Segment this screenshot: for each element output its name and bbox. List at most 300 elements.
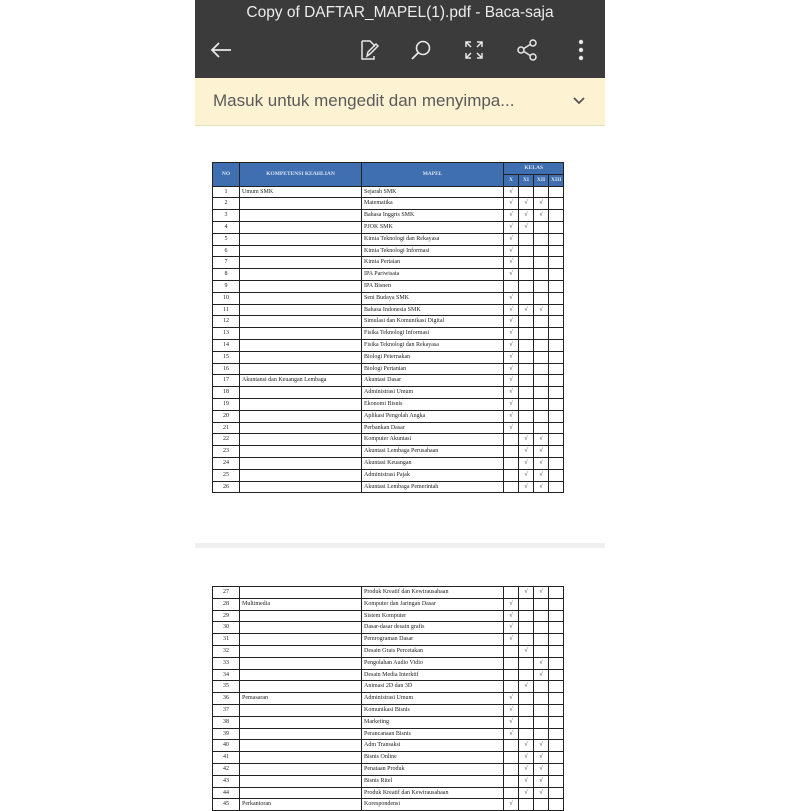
kelas-xii-check: √ bbox=[534, 481, 549, 493]
kelas-x-check: √ bbox=[504, 257, 519, 269]
table-row bbox=[213, 704, 564, 716]
kompetensi-cell bbox=[240, 587, 362, 599]
kelas-xii-check bbox=[534, 410, 549, 422]
kompetensi-cell: Akuntansi dan Keuangan Lembaga bbox=[240, 375, 362, 387]
kelas-xiii-check bbox=[549, 752, 564, 764]
kelas-xii-check bbox=[534, 387, 549, 399]
kelas-xi-check bbox=[519, 704, 534, 716]
kompetensi-cell bbox=[240, 752, 362, 764]
kelas-xiii-check bbox=[549, 351, 564, 363]
kelas-xii-check: √ bbox=[534, 787, 549, 799]
kompetensi-cell bbox=[240, 622, 362, 634]
back-arrow-icon[interactable] bbox=[207, 36, 235, 64]
header-xi: XI bbox=[519, 174, 534, 186]
table-row bbox=[213, 210, 564, 222]
kelas-xi-check bbox=[519, 634, 534, 646]
kelas-x-check: √ bbox=[504, 351, 519, 363]
mapel-cell: Adm Transaksi bbox=[362, 740, 504, 752]
kelas-x-check: √ bbox=[504, 799, 519, 811]
kompetensi-cell: Perkantoran bbox=[240, 799, 362, 811]
mapel-cell: Akuntasi Lembaga Pemerintah bbox=[362, 481, 504, 493]
kelas-x-check: √ bbox=[504, 328, 519, 340]
header-xii: XII bbox=[534, 174, 549, 186]
kelas-xiii-check bbox=[549, 610, 564, 622]
mapel-cell: Bahasa Indonesia SMK bbox=[362, 304, 504, 316]
kompetensi-cell bbox=[240, 728, 362, 740]
mapel-cell: Akuntasi Dasar bbox=[362, 375, 504, 387]
fullscreen-icon[interactable] bbox=[460, 36, 488, 64]
more-vert-icon[interactable] bbox=[567, 36, 595, 64]
mapel-cell: Fisika Teknologi Informasi bbox=[362, 328, 504, 340]
mapel-cell: Animasi 2D dan 3D bbox=[362, 681, 504, 693]
kelas-x-check: √ bbox=[504, 186, 519, 198]
kompetensi-cell: Pemasaran bbox=[240, 693, 362, 705]
kelas-xiii-check bbox=[549, 669, 564, 681]
mapel-cell: Seni Budaya SMK bbox=[362, 292, 504, 304]
table-row bbox=[213, 257, 564, 269]
mapel-cell: Administrasi Umum bbox=[362, 387, 504, 399]
kelas-xii-check bbox=[534, 681, 549, 693]
row-number: 9 bbox=[213, 280, 240, 292]
kelas-xii-check bbox=[534, 363, 549, 375]
kelas-xii-check bbox=[534, 610, 549, 622]
kelas-x-check bbox=[504, 740, 519, 752]
kelas-xii-check bbox=[534, 704, 549, 716]
row-number: 34 bbox=[213, 669, 240, 681]
mapel-cell: Administrasi Pajak bbox=[362, 469, 504, 481]
kelas-xiii-check bbox=[549, 634, 564, 646]
kelas-xiii-check bbox=[549, 728, 564, 740]
mapel-cell: Kimia Teknologi Informasi bbox=[362, 245, 504, 257]
kelas-xiii-check bbox=[549, 775, 564, 787]
row-number: 29 bbox=[213, 610, 240, 622]
kelas-xiii-check bbox=[549, 257, 564, 269]
row-number: 25 bbox=[213, 469, 240, 481]
kelas-xiii-check bbox=[549, 375, 564, 387]
kompetensi-cell bbox=[240, 221, 362, 233]
kelas-xi-check: √ bbox=[519, 587, 534, 599]
kompetensi-cell bbox=[240, 610, 362, 622]
mapel-table-page-2 bbox=[212, 586, 564, 811]
mapel-cell: Matematika bbox=[362, 198, 504, 210]
kelas-xiii-check bbox=[549, 328, 564, 340]
kelas-xii-check bbox=[534, 598, 549, 610]
kelas-xi-check bbox=[519, 398, 534, 410]
row-number: 18 bbox=[213, 387, 240, 399]
kompetensi-cell bbox=[240, 292, 362, 304]
kelas-xi-check bbox=[519, 316, 534, 328]
row-number: 28 bbox=[213, 598, 240, 610]
kelas-xi-check: √ bbox=[519, 752, 534, 764]
kelas-xii-check: √ bbox=[534, 740, 549, 752]
row-number: 30 bbox=[213, 622, 240, 634]
pdf-page-2 bbox=[195, 548, 605, 808]
row-number: 38 bbox=[213, 716, 240, 728]
kelas-xi-check: √ bbox=[519, 434, 534, 446]
kelas-xiii-check bbox=[549, 339, 564, 351]
kelas-x-check: √ bbox=[504, 210, 519, 222]
kelas-xiii-check bbox=[549, 186, 564, 198]
kompetensi-cell bbox=[240, 363, 362, 375]
row-number: 2 bbox=[213, 198, 240, 210]
kelas-xiii-check bbox=[549, 645, 564, 657]
kelas-x-check: √ bbox=[504, 375, 519, 387]
mapel-cell: PJOK SMK bbox=[362, 221, 504, 233]
kompetensi-cell bbox=[240, 269, 362, 281]
table-row bbox=[213, 716, 564, 728]
kelas-x-check: √ bbox=[504, 198, 519, 210]
kompetensi-cell bbox=[240, 775, 362, 787]
kelas-xii-check bbox=[534, 716, 549, 728]
kelas-xii-check: √ bbox=[534, 446, 549, 458]
kompetensi-cell bbox=[240, 280, 362, 292]
kompetensi-cell bbox=[240, 198, 362, 210]
kelas-xi-check bbox=[519, 598, 534, 610]
table-row bbox=[213, 446, 564, 458]
mapel-cell: Marketing bbox=[362, 716, 504, 728]
kelas-x-check bbox=[504, 645, 519, 657]
kelas-xii-check bbox=[534, 280, 549, 292]
kelas-xi-check: √ bbox=[519, 221, 534, 233]
kelas-xii-check bbox=[534, 398, 549, 410]
row-number: 14 bbox=[213, 339, 240, 351]
kelas-xi-check bbox=[519, 669, 534, 681]
kelas-xii-check bbox=[534, 292, 549, 304]
kompetensi-cell bbox=[240, 681, 362, 693]
table-row bbox=[213, 280, 564, 292]
kelas-xii-check bbox=[534, 622, 549, 634]
kelas-xi-check bbox=[519, 610, 534, 622]
mapel-cell: Akuntasi Lembaga Perusahaan bbox=[362, 446, 504, 458]
kelas-xi-check bbox=[519, 422, 534, 434]
kelas-xi-check: √ bbox=[519, 787, 534, 799]
table-row bbox=[213, 221, 564, 233]
kompetensi-cell bbox=[240, 469, 362, 481]
kelas-x-check: √ bbox=[504, 716, 519, 728]
kelas-xi-check bbox=[519, 186, 534, 198]
kelas-xiii-check bbox=[549, 387, 564, 399]
kelas-xii-check: √ bbox=[534, 775, 549, 787]
kelas-xii-check: √ bbox=[534, 469, 549, 481]
row-number: 21 bbox=[213, 422, 240, 434]
row-number: 17 bbox=[213, 375, 240, 387]
mapel-cell: Sistem Komputer bbox=[362, 610, 504, 622]
mapel-cell: Perancanaan Bisnis bbox=[362, 728, 504, 740]
kelas-xiii-check bbox=[549, 446, 564, 458]
mapel-cell: Penataan Produk bbox=[362, 763, 504, 775]
mapel-cell: Pengolahan Audio Vidio bbox=[362, 657, 504, 669]
kelas-xiii-check bbox=[549, 398, 564, 410]
kompetensi-cell bbox=[240, 398, 362, 410]
kelas-x-check bbox=[504, 434, 519, 446]
kompetensi-cell bbox=[240, 257, 362, 269]
kelas-x-check bbox=[504, 481, 519, 493]
kelas-xi-check bbox=[519, 328, 534, 340]
table-row bbox=[213, 292, 564, 304]
mapel-cell: Simulasi dan Komunikasi Digital bbox=[362, 316, 504, 328]
table-row bbox=[213, 363, 564, 375]
mapel-cell: Dasar-dasar desain grafis bbox=[362, 622, 504, 634]
kelas-xiii-check bbox=[549, 410, 564, 422]
header-kompetensi: KOMPETENSI KEAHLIAN bbox=[240, 163, 362, 187]
mapel-cell: IPA Bisnen bbox=[362, 280, 504, 292]
mapel-cell: Desain Grais Percetakan bbox=[362, 645, 504, 657]
kelas-xiii-check bbox=[549, 481, 564, 493]
kelas-xi-check: √ bbox=[519, 457, 534, 469]
kompetensi-cell bbox=[240, 339, 362, 351]
kompetensi-cell bbox=[240, 669, 362, 681]
kompetensi-cell bbox=[240, 245, 362, 257]
table-row bbox=[213, 316, 564, 328]
row-number: 40 bbox=[213, 740, 240, 752]
table-row bbox=[213, 351, 564, 363]
mapel-cell: Kimia Teknologi dan Rekayasa bbox=[362, 233, 504, 245]
row-number: 10 bbox=[213, 292, 240, 304]
table-row bbox=[213, 186, 564, 198]
row-number: 1 bbox=[213, 186, 240, 198]
kelas-xiii-check bbox=[549, 292, 564, 304]
table-row bbox=[213, 245, 564, 257]
kelas-xiii-check bbox=[549, 316, 564, 328]
kelas-xiii-check bbox=[549, 221, 564, 233]
kelas-xii-check: √ bbox=[534, 763, 549, 775]
kelas-xiii-check bbox=[549, 280, 564, 292]
kelas-x-check: √ bbox=[504, 221, 519, 233]
kelas-x-check: √ bbox=[504, 410, 519, 422]
kelas-xii-check bbox=[534, 328, 549, 340]
kelas-x-check bbox=[504, 763, 519, 775]
row-number: 26 bbox=[213, 481, 240, 493]
table-row bbox=[213, 233, 564, 245]
kelas-xii-check bbox=[534, 186, 549, 198]
kelas-xiii-check bbox=[549, 304, 564, 316]
kelas-xi-check: √ bbox=[519, 763, 534, 775]
table-row bbox=[213, 375, 564, 387]
table-row bbox=[213, 328, 564, 340]
kelas-x-check: √ bbox=[504, 363, 519, 375]
kelas-x-check bbox=[504, 657, 519, 669]
row-number: 11 bbox=[213, 304, 240, 316]
kelas-xiii-check bbox=[549, 763, 564, 775]
kelas-xi-check bbox=[519, 363, 534, 375]
kelas-xii-check: √ bbox=[534, 752, 549, 764]
table-row bbox=[213, 799, 564, 811]
table-row bbox=[213, 610, 564, 622]
edit-document-icon[interactable] bbox=[355, 36, 383, 64]
kompetensi-cell bbox=[240, 457, 362, 469]
row-number: 22 bbox=[213, 434, 240, 446]
kelas-xi-check: √ bbox=[519, 210, 534, 222]
row-number: 6 bbox=[213, 245, 240, 257]
table-row bbox=[213, 269, 564, 281]
kompetensi-cell bbox=[240, 645, 362, 657]
kelas-xi-check bbox=[519, 375, 534, 387]
table-row bbox=[213, 587, 564, 599]
table-row bbox=[213, 410, 564, 422]
kompetensi-cell bbox=[240, 328, 362, 340]
kelas-xii-check: √ bbox=[534, 457, 549, 469]
row-number: 37 bbox=[213, 704, 240, 716]
row-number: 20 bbox=[213, 410, 240, 422]
kelas-xiii-check bbox=[549, 233, 564, 245]
kompetensi-cell bbox=[240, 422, 362, 434]
kelas-x-check: √ bbox=[504, 292, 519, 304]
table-body-page-1 bbox=[213, 186, 564, 493]
kelas-xiii-check bbox=[549, 693, 564, 705]
kelas-xiii-check bbox=[549, 598, 564, 610]
kelas-x-check bbox=[504, 752, 519, 764]
mapel-cell: IPA Pariwisata bbox=[362, 269, 504, 281]
kelas-x-check bbox=[504, 681, 519, 693]
kelas-x-check bbox=[504, 280, 519, 292]
row-number: 43 bbox=[213, 775, 240, 787]
kelas-xiii-check bbox=[549, 198, 564, 210]
kelas-x-check: √ bbox=[504, 233, 519, 245]
row-number: 45 bbox=[213, 799, 240, 811]
table-row bbox=[213, 669, 564, 681]
table-row bbox=[213, 728, 564, 740]
row-number: 41 bbox=[213, 752, 240, 764]
kelas-x-check: √ bbox=[504, 339, 519, 351]
mapel-cell: Ekonomi Bisnis bbox=[362, 398, 504, 410]
table-row bbox=[213, 763, 564, 775]
row-number: 24 bbox=[213, 457, 240, 469]
chevron-down-icon[interactable] bbox=[571, 92, 587, 113]
kelas-xii-check: √ bbox=[534, 434, 549, 446]
mapel-cell: Produk Kreatif dan Kewirausahaan bbox=[362, 787, 504, 799]
row-number: 36 bbox=[213, 693, 240, 705]
row-number: 35 bbox=[213, 681, 240, 693]
kelas-xi-check bbox=[519, 728, 534, 740]
mapel-cell: Kimia Pertaian bbox=[362, 257, 504, 269]
mapel-cell: Aplikasi Pengolah Angka bbox=[362, 410, 504, 422]
row-number: 8 bbox=[213, 269, 240, 281]
kelas-xiii-check bbox=[549, 799, 564, 811]
mapel-cell: Biologi Pertanian bbox=[362, 363, 504, 375]
table-row bbox=[213, 752, 564, 764]
mapel-cell: Fisika Teknologi dan Rekayasa bbox=[362, 339, 504, 351]
kelas-x-check: √ bbox=[504, 422, 519, 434]
kelas-xii-check bbox=[534, 233, 549, 245]
kelas-xiii-check bbox=[549, 787, 564, 799]
mapel-cell: Bisnis Ritel bbox=[362, 775, 504, 787]
kelas-xii-check: √ bbox=[534, 198, 549, 210]
kelas-xi-check: √ bbox=[519, 446, 534, 458]
kelas-xiii-check bbox=[549, 704, 564, 716]
kelas-x-check: √ bbox=[504, 598, 519, 610]
row-number: 39 bbox=[213, 728, 240, 740]
table-row bbox=[213, 422, 564, 434]
kelas-xii-check bbox=[534, 693, 549, 705]
kelas-xi-check: √ bbox=[519, 481, 534, 493]
kelas-xi-check bbox=[519, 233, 534, 245]
kelas-x-check bbox=[504, 457, 519, 469]
kompetensi-cell bbox=[240, 446, 362, 458]
kelas-xii-check bbox=[534, 316, 549, 328]
sign-in-banner[interactable] bbox=[195, 78, 605, 126]
search-icon[interactable] bbox=[407, 36, 435, 64]
kelas-x-check bbox=[504, 787, 519, 799]
header-x: X bbox=[504, 174, 519, 186]
kompetensi-cell bbox=[240, 233, 362, 245]
row-number: 5 bbox=[213, 233, 240, 245]
kompetensi-cell bbox=[240, 740, 362, 752]
kelas-x-check: √ bbox=[504, 622, 519, 634]
kompetensi-cell bbox=[240, 481, 362, 493]
row-number: 19 bbox=[213, 398, 240, 410]
mapel-cell: Komunikasi Bisnis bbox=[362, 704, 504, 716]
kelas-xi-check: √ bbox=[519, 198, 534, 210]
mapel-table-page-1 bbox=[212, 162, 564, 493]
kelas-xi-check bbox=[519, 280, 534, 292]
table-row bbox=[213, 469, 564, 481]
kompetensi-cell bbox=[240, 410, 362, 422]
kelas-xi-check: √ bbox=[519, 469, 534, 481]
kelas-xii-check bbox=[534, 728, 549, 740]
kelas-x-check bbox=[504, 775, 519, 787]
kelas-x-check bbox=[504, 587, 519, 599]
row-number: 33 bbox=[213, 657, 240, 669]
table-row bbox=[213, 457, 564, 469]
kelas-xiii-check bbox=[549, 422, 564, 434]
kelas-xii-check bbox=[534, 351, 549, 363]
mapel-cell: Komputer dan Jaringan Dasar bbox=[362, 598, 504, 610]
row-number: 15 bbox=[213, 351, 240, 363]
table-body-page-2 bbox=[213, 587, 564, 811]
row-number: 4 bbox=[213, 221, 240, 233]
table-row bbox=[213, 398, 564, 410]
mapel-cell: Pemrograman Dasar bbox=[362, 634, 504, 646]
row-number: 23 bbox=[213, 446, 240, 458]
kelas-xiii-check bbox=[549, 587, 564, 599]
kelas-xii-check bbox=[534, 221, 549, 233]
kelas-xi-check bbox=[519, 339, 534, 351]
kelas-x-check: √ bbox=[504, 304, 519, 316]
table-row bbox=[213, 645, 564, 657]
mapel-cell: Bahasa Inggris SMK bbox=[362, 210, 504, 222]
kelas-xii-check bbox=[534, 645, 549, 657]
kompetensi-cell bbox=[240, 434, 362, 446]
table-row bbox=[213, 198, 564, 210]
header-xiii: XIII bbox=[549, 174, 564, 186]
kelas-xiii-check bbox=[549, 457, 564, 469]
kelas-xi-check bbox=[519, 693, 534, 705]
kelas-xiii-check bbox=[549, 657, 564, 669]
pdf-viewer-screen bbox=[195, 0, 605, 808]
kompetensi-cell bbox=[240, 716, 362, 728]
kelas-x-check: √ bbox=[504, 269, 519, 281]
kelas-xii-check bbox=[534, 799, 549, 811]
kelas-xii-check: √ bbox=[534, 304, 549, 316]
kelas-xiii-check bbox=[549, 210, 564, 222]
kelas-xii-check bbox=[534, 375, 549, 387]
kelas-xi-check bbox=[519, 351, 534, 363]
kompetensi-cell bbox=[240, 351, 362, 363]
kompetensi-cell bbox=[240, 210, 362, 222]
share-icon[interactable] bbox=[513, 36, 541, 64]
row-number: 31 bbox=[213, 634, 240, 646]
kelas-xii-check bbox=[534, 339, 549, 351]
kelas-x-check bbox=[504, 669, 519, 681]
mapel-cell: Akuntasi Keuangan bbox=[362, 457, 504, 469]
kelas-xii-check: √ bbox=[534, 587, 549, 599]
kelas-xii-check bbox=[534, 257, 549, 269]
table-row bbox=[213, 740, 564, 752]
kelas-x-check bbox=[504, 469, 519, 481]
mapel-cell: Produk Kreatif dan Kewirausahaan bbox=[362, 587, 504, 599]
table-row bbox=[213, 775, 564, 787]
mapel-cell: Korespondensi bbox=[362, 799, 504, 811]
